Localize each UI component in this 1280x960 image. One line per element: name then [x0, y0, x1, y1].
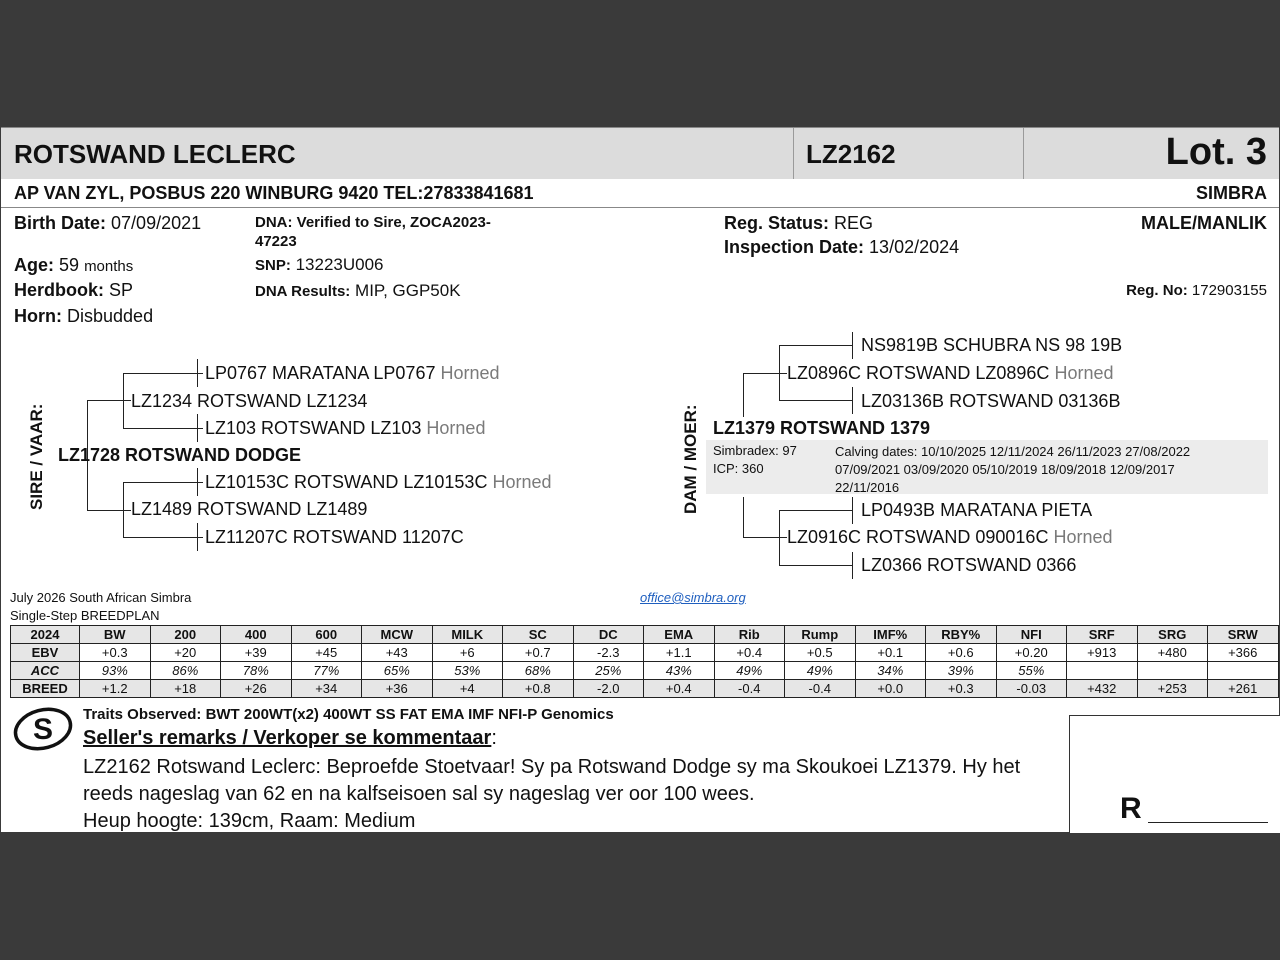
- table-cell: +39: [221, 644, 292, 662]
- sire-sire-sire: LP0767 MARATANA LP0767 Horned: [205, 363, 500, 383]
- sire-dam-sire: LZ10153C ROTSWAND LZ10153C Horned: [205, 472, 552, 492]
- herdbook: Herdbook: SP: [14, 280, 134, 300]
- column-header: DC: [573, 626, 644, 644]
- row-label: EBV: [11, 644, 80, 662]
- column-header: RBY%: [926, 626, 997, 644]
- table-row: [11, 644, 1279, 662]
- sire-dam: LZ1489 ROTSWAND LZ1489: [131, 499, 368, 519]
- sex: MALE/MANLIK: [1141, 213, 1267, 233]
- simbra-logo-icon: [11, 702, 75, 754]
- table-cell: 39%: [926, 662, 997, 680]
- table-cell: +0.8: [503, 680, 574, 698]
- table-cell: +43: [362, 644, 433, 662]
- dam-sire-sire: NS9819B SCHUBRA NS 98 19B: [861, 335, 1123, 355]
- column-header: Rump: [785, 626, 856, 644]
- table-cell: +0.3: [926, 680, 997, 698]
- table-cell: +1.1: [644, 644, 715, 662]
- sire-side-label: SIRE / VAAR:: [27, 403, 46, 510]
- table-cell: 86%: [150, 662, 221, 680]
- column-header: EMA: [644, 626, 715, 644]
- horn-status: Horn: Disbudded: [14, 306, 154, 326]
- reg-status: Reg. Status: REG: [724, 213, 874, 233]
- row-label: BREED: [11, 680, 80, 698]
- table-cell: -2.0: [573, 680, 644, 698]
- dam-dam-dam: LZ0366 ROTSWAND 0366: [861, 555, 1077, 575]
- column-header: SRF: [1067, 626, 1138, 644]
- table-cell: 49%: [785, 662, 856, 680]
- table-cell: +0.1: [855, 644, 926, 662]
- dam-side-label: DAM / MOER:: [681, 404, 700, 514]
- table-cell: 34%: [855, 662, 926, 680]
- table-cell: 65%: [362, 662, 433, 680]
- breed-label: SIMBRA: [1196, 183, 1267, 203]
- dam-name: LZ1379 ROTSWAND 1379: [713, 418, 931, 438]
- table-cell: -0.4: [714, 680, 785, 698]
- table-cell: +253: [1137, 680, 1208, 698]
- table-cell: +366: [1208, 644, 1279, 662]
- table-cell: +0.3: [80, 644, 151, 662]
- dam-sire-dam: LZ03136B ROTSWAND 03136B: [861, 391, 1121, 411]
- table-cell: +0.20: [996, 644, 1067, 662]
- table-cell: +1.2: [80, 680, 151, 698]
- column-header: 200: [150, 626, 221, 644]
- table-cell: +36: [362, 680, 433, 698]
- table-cell: +34: [291, 680, 362, 698]
- column-header: 2024: [11, 626, 80, 644]
- table-cell: +480: [1137, 644, 1208, 662]
- table-cell: [1137, 662, 1208, 680]
- owner-address: AP VAN ZYL, POSBUS 220 WINBURG 9420 TEL:27833841681: [14, 183, 534, 203]
- table-cell: 53%: [432, 662, 503, 680]
- column-header: BW: [80, 626, 151, 644]
- table-cell: +0.7: [503, 644, 574, 662]
- traits-observed: Traits Observed: BWT 200WT(x2) 400WT SS FAT EMA IMF NFI-P Genomics: [83, 706, 614, 723]
- table-cell: 49%: [714, 662, 785, 680]
- table-cell: +0.4: [714, 644, 785, 662]
- table-cell: +0.6: [926, 644, 997, 662]
- table-row: [11, 662, 1279, 680]
- column-header: 600: [291, 626, 362, 644]
- table-cell: -0.03: [996, 680, 1067, 698]
- table-cell: -2.3: [573, 644, 644, 662]
- column-header: SRG: [1137, 626, 1208, 644]
- table-cell: +45: [291, 644, 362, 662]
- column-header: IMF%: [855, 626, 926, 644]
- table-cell: 55%: [996, 662, 1067, 680]
- column-header: 400: [221, 626, 292, 644]
- dna-results: DNA Results: MIP, GGP50K: [255, 281, 461, 300]
- remarks-heading: Seller's remarks / Verkoper se kommentaar:: [83, 727, 497, 749]
- table-cell: +4: [432, 680, 503, 698]
- table-cell: +18: [150, 680, 221, 698]
- snp: SNP: 13223U006: [255, 255, 384, 274]
- inspection-date: Inspection Date: 13/02/2024: [724, 237, 960, 257]
- svg-text:S: S: [32, 713, 54, 746]
- column-header: NFI: [996, 626, 1067, 644]
- table-cell: 93%: [80, 662, 151, 680]
- email-link[interactable]: office@simbra.org: [640, 590, 746, 605]
- price-box[interactable]: [1069, 715, 1280, 833]
- table-cell: 78%: [221, 662, 292, 680]
- header-bar: [1, 127, 1279, 180]
- dam-sire: LZ0896C ROTSWAND LZ0896C Horned: [787, 363, 1114, 383]
- dam-dam: LZ0916C ROTSWAND 090016C Horned: [787, 527, 1113, 547]
- dna-verification: DNA: Verified to Sire, ZOCA2023- 47223: [255, 214, 491, 250]
- icp: ICP: 360: [713, 461, 764, 476]
- table-cell: +0.5: [785, 644, 856, 662]
- price-line: [1148, 822, 1268, 823]
- table-cell: [1208, 662, 1279, 680]
- table-cell: [1067, 662, 1138, 680]
- table-cell: +26: [221, 680, 292, 698]
- column-header: MILK: [432, 626, 503, 644]
- birth-date: Birth Date: 07/09/2021: [14, 213, 202, 233]
- table-cell: +20: [150, 644, 221, 662]
- lot-card: [1, 127, 1279, 832]
- table-header-row: [11, 626, 1279, 644]
- table-cell: +432: [1067, 680, 1138, 698]
- table-cell: 77%: [291, 662, 362, 680]
- table-cell: 43%: [644, 662, 715, 680]
- table-cell: +6: [432, 644, 503, 662]
- calving-dates: Calving dates: 10/10/2025 12/11/2024 26/11/2023 27/08/2022 07/09/2021 03/09/2020 05/10/2019 18/09/2018 12/09/2017 22/11/2016: [835, 444, 1191, 495]
- table-cell: +0.0: [855, 680, 926, 698]
- dam-dam-sire: LP0493B MARATANA PIETA: [861, 500, 1093, 520]
- reg-code: LZ2162: [806, 139, 896, 169]
- breedplan-subtitle: Single-Step BREEDPLAN: [10, 608, 160, 623]
- table-cell: +913: [1067, 644, 1138, 662]
- age: Age: 59 months: [14, 255, 134, 275]
- column-header: SRW: [1208, 626, 1279, 644]
- table-cell: 68%: [503, 662, 574, 680]
- table-cell: +261: [1208, 680, 1279, 698]
- price-currency: R: [1120, 792, 1142, 825]
- table-cell: -0.4: [785, 680, 856, 698]
- sire-dam-dam: LZ11207C ROTSWAND 11207C: [205, 527, 464, 547]
- column-header: Rib: [714, 626, 785, 644]
- breedplan-title: July 2026 South African Simbra: [10, 590, 192, 605]
- column-header: MCW: [362, 626, 433, 644]
- sire-sire-dam: LZ103 ROTSWAND LZ103 Horned: [205, 418, 486, 438]
- owner-bar: [1, 179, 1279, 208]
- remarks-body: LZ2162 Rotswand Leclerc: Beproefde Stoetvaar! Sy pa Rotswand Dodge sy ma Skoukoei LZ1379. Hy het reeds nageslag van 62 en na kalfseisoen sal sy nageslag ver oor 100 wees. Heup hoogte: 139cm, Raam: Medium: [83, 756, 1021, 832]
- row-label: ACC: [11, 662, 80, 680]
- table-cell: 25%: [573, 662, 644, 680]
- lot-number: Lot. 3: [1165, 131, 1267, 173]
- table-row: [11, 680, 1279, 698]
- column-header: SC: [503, 626, 574, 644]
- reg-no: Reg. No: 172903155: [1126, 282, 1267, 299]
- animal-name: ROTSWAND LECLERC: [14, 139, 296, 169]
- simbradex: Simbradex: 97: [713, 443, 797, 458]
- sire-sire: LZ1234 ROTSWAND LZ1234: [131, 391, 368, 411]
- ebv-table: [10, 625, 1279, 698]
- table-cell: +0.4: [644, 680, 715, 698]
- sire-name: LZ1728 ROTSWAND DODGE: [58, 445, 302, 465]
